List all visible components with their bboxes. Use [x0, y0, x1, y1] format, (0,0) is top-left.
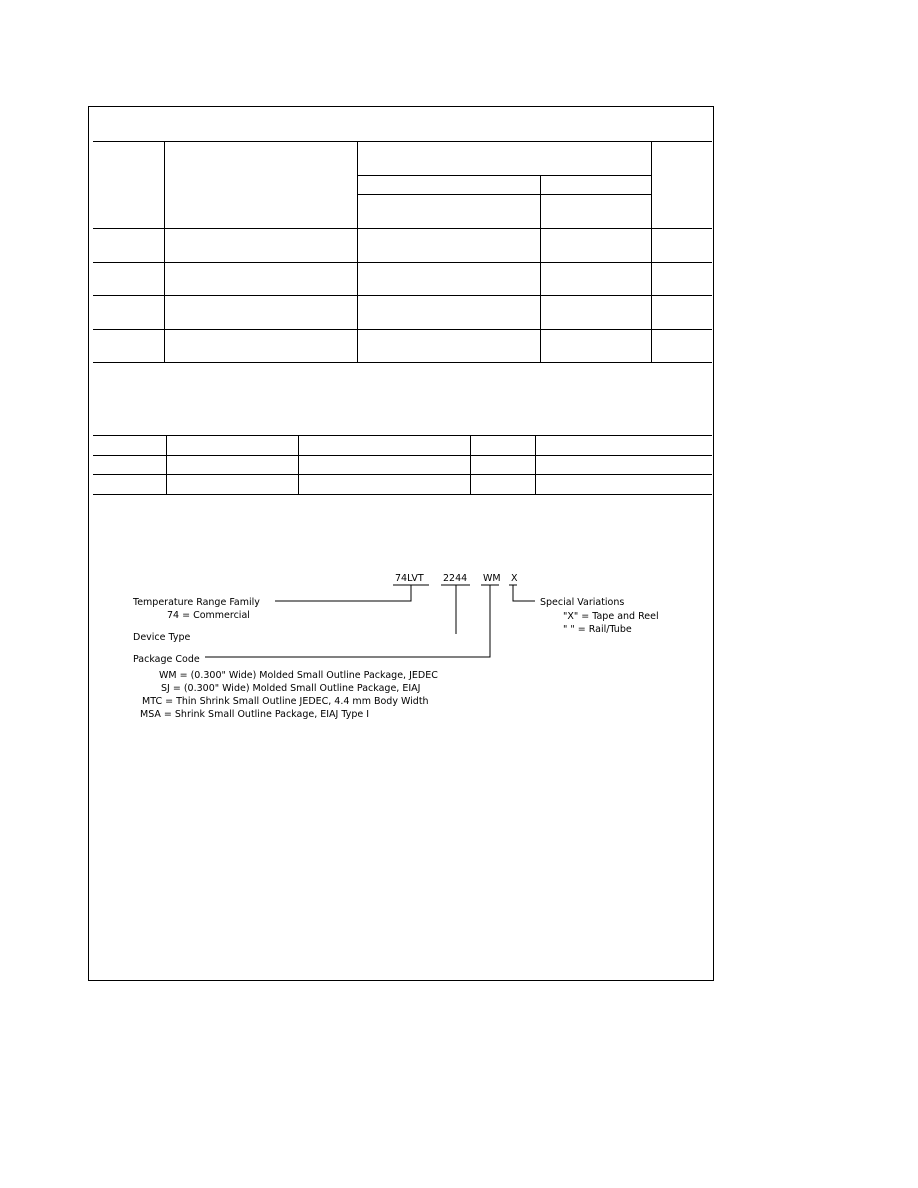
package-code-mtc: MTC = Thin Shrink Small Outline JEDEC, 4.4 mm Body Width — [142, 696, 429, 707]
package-code-wm: WM = (0.300" Wide) Molded Small Outline Package, JEDEC — [159, 670, 438, 681]
part-device: 2244 — [443, 573, 468, 584]
temperature-range-label: Temperature Range Family — [133, 597, 260, 608]
special-variations-label: Special Variations — [540, 597, 625, 608]
device-type-label: Device Type — [133, 632, 191, 643]
part-family: 74LVT — [395, 573, 424, 584]
special-variations-tape: "X" = Tape and Reel — [563, 611, 659, 622]
package-code-label: Package Code — [133, 654, 200, 665]
special-variations-rail: " " = Rail/Tube — [563, 624, 632, 635]
temperature-range-value: 74 = Commercial — [167, 610, 250, 621]
package-code-msa: MSA = Shrink Small Outline Package, EIAJ Type I — [140, 709, 370, 720]
part-variation: X — [511, 573, 518, 584]
part-package: WM — [483, 573, 501, 584]
connector-lines — [205, 585, 535, 657]
package-code-sj: SJ = (0.300" Wide) Molded Small Outline Package, EIAJ — [161, 683, 421, 694]
